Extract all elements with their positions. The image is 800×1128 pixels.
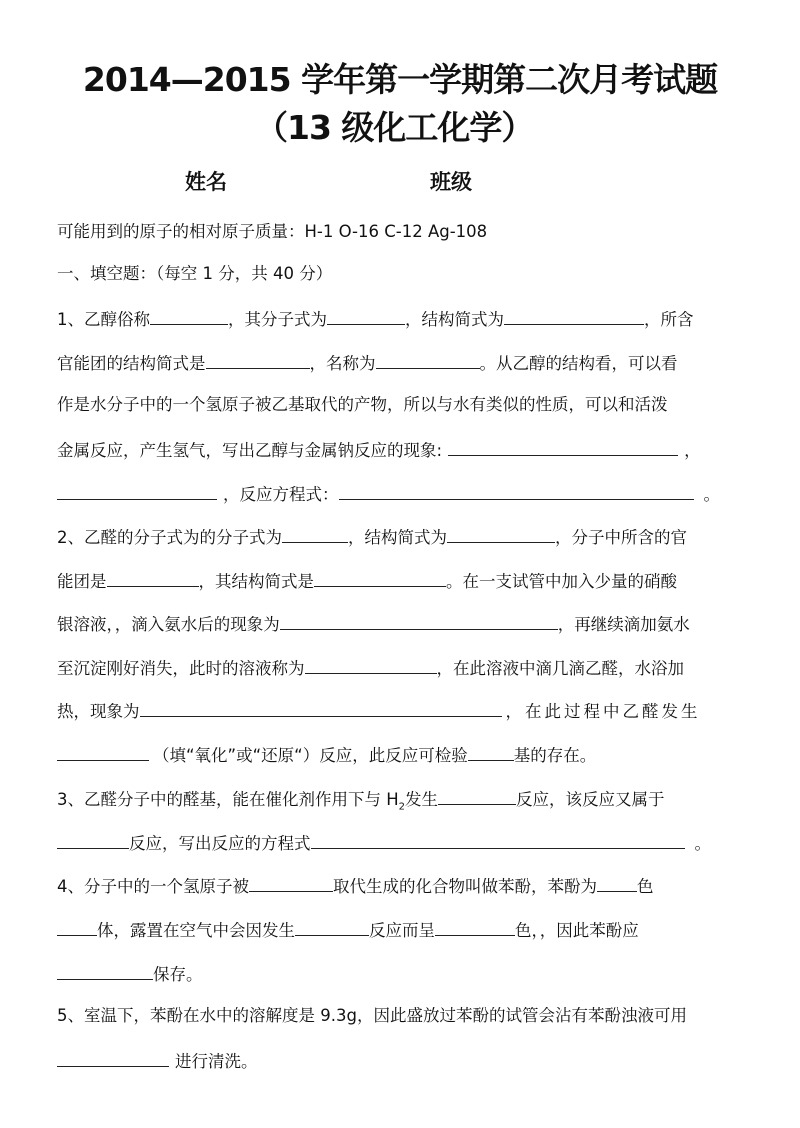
blank[interactable] [150, 306, 228, 325]
blank[interactable] [504, 306, 644, 325]
blank[interactable] [280, 611, 558, 630]
blank[interactable] [249, 873, 333, 892]
question-4-line-1: 4、分子中的一个氢原子被 取代生成的化合物叫做苯酚，苯酚为 色 [57, 873, 747, 899]
blank[interactable] [57, 742, 149, 761]
blank[interactable] [57, 481, 217, 500]
blank[interactable] [314, 568, 446, 587]
blank[interactable] [282, 524, 348, 543]
blank[interactable] [295, 917, 369, 936]
question-4-line-2: 体，露置在空气中会因发生 反应而呈 色，，因此苯酚应 [57, 917, 747, 943]
question-1-line-3: 作是水分子中的一个氢原子被乙基取代的产物，所以与水有类似的性质，可以和活泼 [57, 395, 668, 414]
exam-title: 2014—2015 学年第一学期第二次月考试题 [82, 60, 718, 99]
question-5-line-2: 进行清洗。 [57, 1048, 747, 1074]
blank[interactable] [57, 917, 97, 936]
blank[interactable] [376, 350, 480, 369]
class-label: 班级 [430, 170, 472, 194]
question-3-line-1: 3、乙醛分子中的醛基，能在催化剂作用下与 $H_2$发生 反应，该反应又属于 [57, 786, 747, 819]
name-label: 姓名 [185, 170, 227, 194]
blank[interactable] [57, 830, 129, 849]
question-5-line-1: 5、室温下，苯酚在水中的溶解度是 9.3g，因此盛放过苯酚的试管会沾有苯酚浊液可用 [57, 1006, 687, 1025]
blank[interactable] [57, 1048, 169, 1067]
section-heading: 一、填空题：（每空 1 分，共 40 分） [57, 264, 333, 283]
blank[interactable] [311, 830, 685, 849]
blank[interactable] [339, 481, 694, 500]
atomic-masses: 可能用到的原子的相对原子质量：H-1 O-16 C-12 Ag-108 [57, 222, 488, 241]
question-4-line-3: 保存。 [57, 961, 747, 987]
question-1-line-1: 1、乙醇俗称 ，其分子式为 ，结构简式为 ，所含 [57, 306, 747, 332]
exam-subtitle: （13 级化工化学） [255, 108, 534, 147]
blank[interactable] [107, 568, 199, 587]
blank[interactable] [597, 873, 637, 892]
blank[interactable] [468, 742, 514, 761]
question-2-line-6: （填“氧化”或“还原“）反应，此反应可检验 基的存在。 [57, 742, 747, 768]
question-1-line-5: ，反应方程式： 。 [57, 481, 747, 507]
blank[interactable] [140, 698, 502, 717]
question-1-line-2: 官能团的结构简式是 ，名称为 。从乙醇的结构看，可以看 [57, 350, 747, 376]
blank[interactable] [206, 350, 310, 369]
blank[interactable] [435, 917, 515, 936]
question-3-line-2: 反应，写出反应的方程式 。 [57, 830, 747, 856]
blank[interactable] [447, 524, 555, 543]
question-1-line-4: 金属反应，产生氢气，写出乙醇与金属钠反应的现象: ， [57, 437, 747, 463]
question-2-line-4: 至沉淀刚好消失，此时的溶液称为 ，在此溶液中滴几滴乙醛，水浴加 [57, 655, 747, 681]
blank[interactable] [305, 655, 437, 674]
blank[interactable] [448, 437, 678, 456]
blank[interactable] [438, 786, 516, 805]
blank[interactable] [327, 306, 405, 325]
question-2-line-3: 银溶液，，滴入氨水后的现象为 ，再继续滴加氨水 [57, 611, 747, 637]
blank[interactable] [57, 961, 153, 980]
question-2-line-1: 2、乙醛的分子式为的分子式为 ，结构简式为 ，分子中所含的官 [57, 524, 747, 550]
question-2-line-2: 能团是 ，其结构简式是 。在一支试管中加入少量的硝酸 [57, 568, 747, 594]
question-2-line-5: 热，现象为 ，在此过程中乙醛发生 [57, 698, 747, 724]
